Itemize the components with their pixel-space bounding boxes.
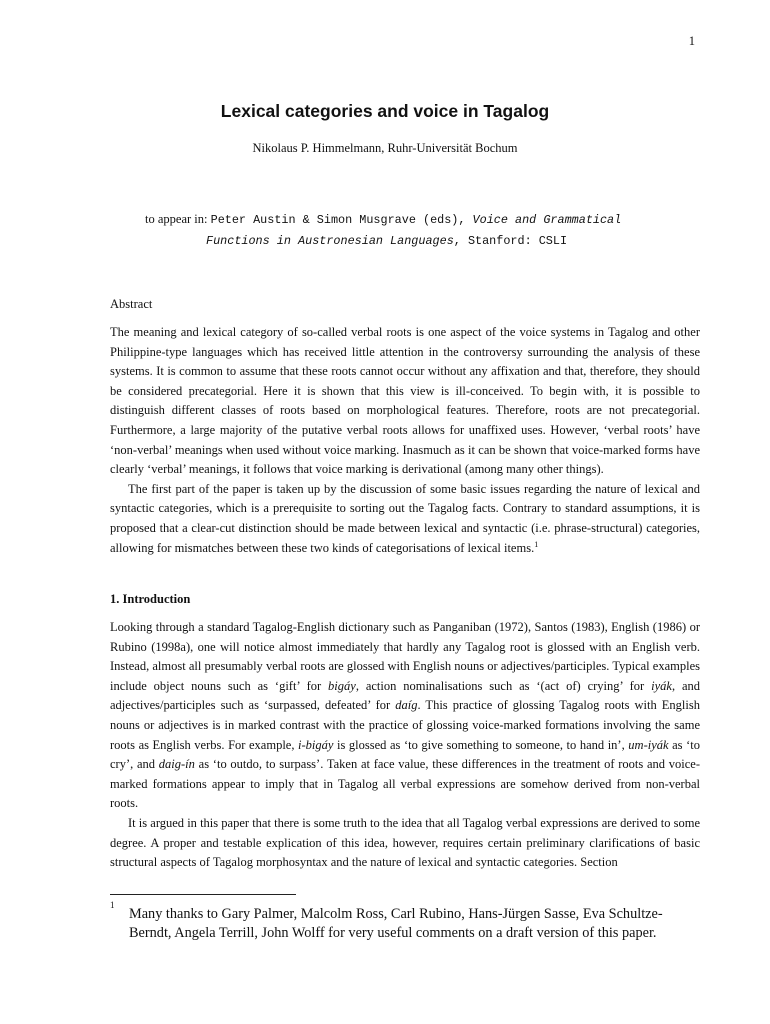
intro-text: as ‘to cry’, and [110, 737, 700, 772]
author-line: Nikolaus P. Himmelmann, Ruhr-Universität Bochum [252, 141, 518, 155]
intro-text: as ‘to outdo, to surpass’. Taken at face value, these differences in the treatment of roots and voice-marked formations appear to imply that in Tagalog all verbal expressions are somehow derived from non-verbal roots. [110, 757, 701, 811]
introduction-body [110, 618, 700, 873]
footnote-divider [110, 894, 296, 895]
tagalog-example: bigáy [328, 678, 356, 693]
paper-title: Lexical categories and voice in Tagalog [220, 101, 550, 121]
abstract-paragraph-2 [110, 480, 700, 558]
intro-paragraph-2: It is argued in this paper that there is some truth to the idea that all Tagalog verbal expressions are derived to some degree. A proper and testable explication of this idea, however, requires certain preliminary clarifications of basic structural aspects of Tagalog morphosyntax and the nature of lexical and syntactic categories. Section [110, 815, 700, 870]
intro-text: is glossed as ‘to give something to someone, to hand in’, [333, 737, 629, 752]
footnote-text: Many thanks to Gary Palmer, Malcolm Ross, Carl Rubino, Hans-Jürgen Sasse, Eva Schultze-Berndt, Angela Terrill, John Wolff for very useful comments on a draft version of this paper. [129, 906, 663, 941]
abstract-paragraph-1: The meaning and lexical category of so-called verbal roots is one aspect of the voice systems in Tagalog and other Philippine-type languages which has received little attention in the controversy surrounding the analysis of these systems. It is common to assume that these roots cannot occur without any affixation and that, therefore, they should be considered precategorial. Here it is shown that this view is ill-conceived. To begin with, it is possible to distinguish different classes of roots based on morphological features. Therefore, roots are not precategorial. Furthermore, a large majority of the putative verbal roots allows for unaffixed uses. However, ‘verbal roots’ have ‘non-verbal’ meanings when used without voice marking. Inasmuch as it can be shown that voice-marked forms have clearly ‘verbal’ meanings, it follows that voice marking is derivational (among many other things). [110, 325, 700, 477]
appear-prefix: to appear in: [145, 212, 211, 226]
abstract-heading: Abstract [110, 297, 153, 311]
section-heading: 1. Introduction [110, 592, 191, 606]
appear-book-title-2: Functions in Austronesian Languages [206, 234, 454, 248]
appear-book-title-1: Voice and Grammatical [472, 213, 622, 227]
footnote-reference[interactable]: 1 [534, 539, 539, 549]
intro-paragraph-1 [110, 618, 700, 814]
tagalog-example: um-iyák [628, 737, 669, 752]
appear-editors: Peter Austin & Simon Musgrave (eds), [210, 213, 473, 227]
intro-text: . This practice of glossing Tagalog roots with English nouns or adjectives is in marked contrast with the practice of glossing voice-marked formations involving the same roots as English verbs. For example, [110, 698, 700, 752]
abstract-body [110, 323, 700, 558]
tagalog-example: daíg [395, 698, 418, 713]
abstract-paragraph-2-text: The first part of the paper is taken up by the discussion of some basic issues regarding the nature of lexical and syntactic categories, which is a prerequisite to sorting out the Tagalog facts. Contrary to standard assumptions, it is proposed that a clear-cut distinction should be made between lexical and syntactic (i.e. phrase-structural) categories, allowing for mismatches between these two kinds of categorisations of lexical items. [110, 481, 700, 555]
tagalog-example: i-bigáy [298, 737, 334, 752]
publication-note [145, 209, 705, 251]
intro-text: , action nominalisations such as ‘(act of) crying’ for [355, 678, 652, 693]
intro-text: , and adjectives/participles such as ‘surpassed, defeated’ for [110, 678, 700, 713]
footnote-mark: 1 [110, 900, 115, 910]
tagalog-example: iyák [651, 678, 672, 693]
tagalog-example: daig-ín [158, 757, 195, 772]
appear-publisher: , Stanford: CSLI [453, 234, 568, 248]
page-number: 1 [688, 34, 695, 48]
intro-text: Looking through a standard Tagalog-English dictionary such as Panganiban (1972), Santos (1983), English (1986) or Rubino (1998a), one will notice almost immediately that hardly any Tagalog root is glossed with an English verb. Instead, almost all presumably verbal roots are glossed with English nouns or adjectives/participles. Typical examples include object nouns such as ‘gift’ for [110, 620, 700, 693]
